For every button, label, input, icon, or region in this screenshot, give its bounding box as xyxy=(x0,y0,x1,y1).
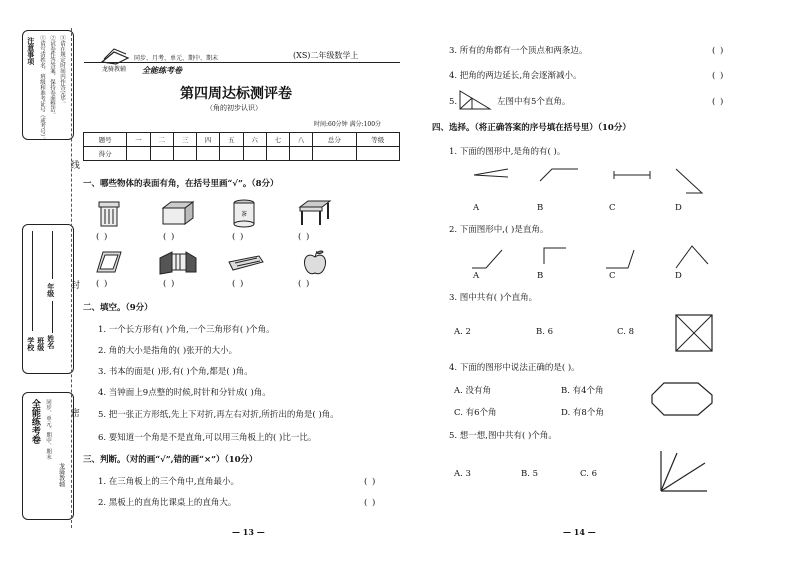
q2-option[interactable]: C xyxy=(609,271,616,281)
student-info-box xyxy=(22,224,74,374)
judge-blank[interactable]: ( ) xyxy=(712,71,725,81)
accordion-icon xyxy=(158,250,198,276)
q3-option[interactable]: A. 2 xyxy=(454,327,471,337)
q2-figure-b xyxy=(544,248,566,264)
notice-line-3: ③请在规定时间内作答完毕。 xyxy=(59,35,66,107)
notice-line-1: ①请写清姓名、班级和准考证号（或考号）。 xyxy=(39,35,46,143)
notice-title: 注意事项 xyxy=(26,37,36,65)
q1-option[interactable]: D xyxy=(675,203,682,213)
header-brand: 全能练考卷 xyxy=(142,65,182,75)
rays-figure xyxy=(653,447,709,497)
seal-char-secret: 密 xyxy=(68,408,79,417)
q1-figures xyxy=(466,165,726,199)
answer-blank[interactable]: ( ) xyxy=(96,232,109,242)
answer-blank[interactable]: ( ) xyxy=(232,279,245,289)
q4-option[interactable]: C. 有6个角 xyxy=(454,408,497,418)
harmonica-icon xyxy=(227,254,265,274)
score-cell[interactable] xyxy=(266,147,289,161)
judge-question: 4. 把角的两边延长,角会逐渐减小。 xyxy=(449,71,582,81)
choice-question: 1. 下面的图形中,是角的有( )。 xyxy=(449,147,566,157)
section-2-title: 二、填空。（9分） xyxy=(83,303,153,313)
table-header: 一 xyxy=(127,133,150,147)
judge-question-number: 5. xyxy=(449,97,458,107)
score-cell[interactable] xyxy=(243,147,266,161)
score-table xyxy=(83,132,400,161)
q1-figure-c xyxy=(614,171,650,179)
time-info: 时间:60分钟 满分:100分 xyxy=(314,121,382,128)
answer-blank[interactable]: ( ) xyxy=(163,232,176,242)
stool-icon xyxy=(296,199,332,227)
strip-brand-name: 全能练考卷 xyxy=(29,399,40,444)
header-tags: 同步、月考、单元、期中、期末 xyxy=(134,55,219,62)
seal-char-seal: 封 xyxy=(68,280,79,289)
answer-blank[interactable]: ( ) xyxy=(163,279,176,289)
section-4-title: 四、选择。（将正确答案的序号填在括号里）（10分） xyxy=(432,123,631,133)
octagon-figure xyxy=(650,381,714,417)
q4-option[interactable]: A. 没有角 xyxy=(454,386,492,396)
notice-line-2: ②试卷作答答案，保持卷面整洁。 xyxy=(49,35,56,118)
judge-blank[interactable]: ( ) xyxy=(712,46,725,56)
q2-figure-a xyxy=(472,250,502,268)
q1-option[interactable]: B xyxy=(537,203,544,213)
score-cell[interactable] xyxy=(127,147,150,161)
page-title: 第四周达标测评卷 xyxy=(180,86,292,102)
table-header: 等级 xyxy=(356,133,399,147)
q2-figure-d xyxy=(676,246,708,268)
fill-question: 4. 当钟面上9点整的时候,时针和分针成( )角。 xyxy=(98,388,271,398)
q5-option[interactable]: A. 3 xyxy=(454,469,471,479)
class-label: 班级 xyxy=(36,337,46,351)
tea-can-icon xyxy=(232,198,256,228)
fill-question: 1. 一个长方形有( )个角,一个三角形有( )个角。 xyxy=(98,325,275,335)
school-label: 学校 xyxy=(26,337,36,351)
q1-option[interactable]: C xyxy=(609,203,616,213)
answer-blank[interactable]: ( ) xyxy=(298,232,311,242)
right-triangle-figure xyxy=(458,89,492,111)
choice-question: 2. 下面图形中,( )是直角。 xyxy=(449,225,549,235)
score-row-label: 得分 xyxy=(84,147,127,161)
page-subtitle: （角的初步认识） xyxy=(206,104,262,112)
seal-char-line: 线 xyxy=(68,160,79,169)
judge-question: 2. 黑板上的直角比课桌上的直角大。 xyxy=(98,498,237,508)
answer-blank[interactable]: ( ) xyxy=(232,232,245,242)
strip-brand-slogan: 同步、单元、期中、期末 xyxy=(45,399,52,460)
garbage-can-icon xyxy=(96,198,122,228)
judge-question: 左图中有5个直角。 xyxy=(497,97,571,107)
score-cell[interactable] xyxy=(173,147,196,161)
box-icon xyxy=(161,200,195,226)
score-header-row xyxy=(84,133,400,147)
q2-figures xyxy=(466,242,726,276)
q1-figure-a xyxy=(474,169,508,177)
choice-question: 3. 图中共有( )个直角。 xyxy=(449,293,538,303)
strip-brand-logo: 龙骑教辅 xyxy=(57,463,65,487)
choice-question: 5. 想一想,图中共有( )个角。 xyxy=(449,431,557,441)
brand-box xyxy=(22,392,74,520)
q3-option[interactable]: B. 6 xyxy=(536,327,554,337)
fill-question: 6. 要知道一个角是不是直角,可以用三角板上的( )比一比。 xyxy=(98,433,317,443)
judge-question: 3. 所有的角都有一个顶点和两条边。 xyxy=(449,46,588,56)
judge-blank[interactable]: ( ) xyxy=(712,97,725,107)
table-header: 二 xyxy=(150,133,173,147)
table-header: 六 xyxy=(243,133,266,147)
name-label: 姓名 xyxy=(46,335,56,349)
score-row xyxy=(84,147,400,161)
score-cell[interactable] xyxy=(197,147,220,161)
table-header: 总分 xyxy=(313,133,356,147)
section-1-title: 一、哪些物体的表面有角，在括号里画“√”。（8分） xyxy=(83,179,279,189)
svg-text:茶: 茶 xyxy=(240,211,248,218)
answer-blank[interactable]: ( ) xyxy=(96,279,109,289)
grade-label: 年级 xyxy=(46,283,56,297)
q1-option[interactable]: A xyxy=(473,203,480,213)
table-header: 题号 xyxy=(84,133,127,147)
q4-option[interactable]: D. 有8个角 xyxy=(561,408,604,418)
table-header: 三 xyxy=(173,133,196,147)
judge-question: 1. 在三角板上的三个角中,直角最小。 xyxy=(98,477,240,487)
table-header: 五 xyxy=(220,133,243,147)
notice-box xyxy=(22,30,74,143)
q2-figure-c xyxy=(606,250,634,268)
square-with-diagonals-figure xyxy=(674,313,714,353)
judge-blank[interactable]: ( ) xyxy=(364,477,377,487)
table-header: 七 xyxy=(266,133,289,147)
apple-icon xyxy=(302,249,328,277)
score-cell[interactable] xyxy=(220,147,243,161)
q4-option[interactable]: B. 有4个角 xyxy=(561,386,604,396)
table-header: 四 xyxy=(197,133,220,147)
q2-option[interactable]: D xyxy=(675,271,682,281)
tray-icon xyxy=(95,250,123,276)
choice-question: 4. 下面的图形中说法正确的是( )。 xyxy=(449,363,580,373)
score-cell[interactable] xyxy=(150,147,173,161)
fill-question: 2. 角的大小是指角的( )张开的大小。 xyxy=(98,346,238,356)
score-cell[interactable] xyxy=(356,147,399,161)
page-number-left: — 13 — xyxy=(232,527,265,537)
q1-figure-d xyxy=(676,169,702,193)
table-header: 八 xyxy=(290,133,313,147)
answer-blank[interactable]: ( ) xyxy=(298,279,311,289)
q3-option[interactable]: C. 8 xyxy=(617,327,635,337)
fill-question: 5. 把一张正方形纸,先上下对折,再左右对折,所折出的角是( )角。 xyxy=(98,410,339,420)
header-right: (XS)二年级数学上 xyxy=(293,51,359,60)
q2-option[interactable]: B xyxy=(537,271,544,281)
score-cell[interactable] xyxy=(290,147,313,161)
score-cell[interactable] xyxy=(313,147,356,161)
q2-option[interactable]: A xyxy=(473,271,480,281)
judge-blank[interactable]: ( ) xyxy=(364,498,377,508)
header-logo: 龙骑教辅 xyxy=(102,66,127,73)
page-number-right: — 14 — xyxy=(563,527,596,537)
q1-figure-b xyxy=(540,169,578,181)
section-3-title: 三、判断。（对的画“√”,错的画“×”）（10分） xyxy=(83,455,258,465)
q5-option[interactable]: C. 6 xyxy=(580,469,598,479)
q5-option[interactable]: B. 5 xyxy=(521,469,539,479)
fill-question: 3. 书本的面是( )形,有( )个角,都是( )角。 xyxy=(98,367,253,377)
